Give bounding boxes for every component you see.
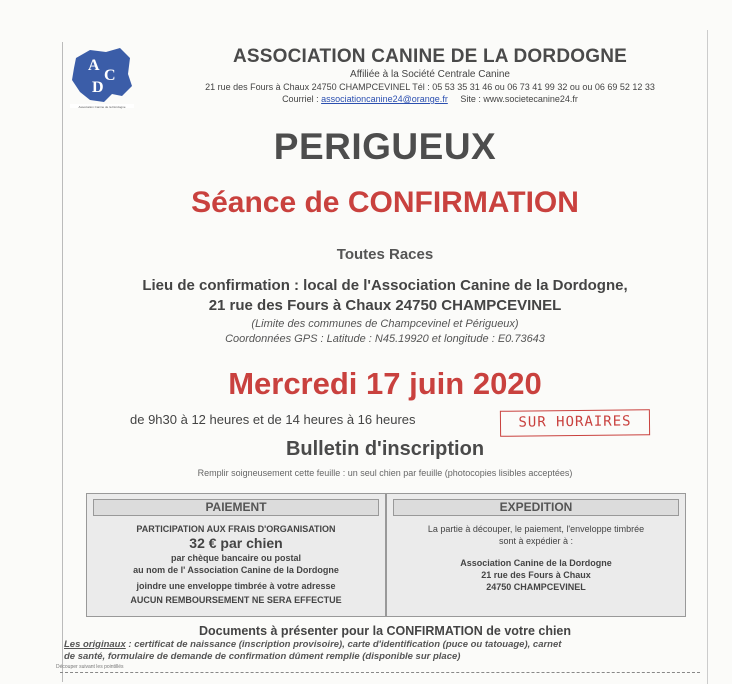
event-hours: de 9h30 à 12 heures et de 14 heures à 16 heures bbox=[130, 412, 416, 427]
expedition-title: EXPEDITION bbox=[393, 499, 679, 516]
affiliation-text: Affiliée à la Société Centrale Canine bbox=[350, 69, 510, 80]
paiement-line-4: au nom de l' Association Canine de la Dordogne bbox=[133, 565, 339, 575]
website-text: Site : www.societecanine24.fr bbox=[460, 94, 578, 104]
originals-label: Les originaux bbox=[64, 639, 126, 650]
dordogne-map-logo-icon bbox=[68, 46, 136, 110]
email-link[interactable]: associationcanine24@orange.fr bbox=[321, 94, 448, 104]
paiement-price: 32 € par chien bbox=[189, 535, 283, 551]
paiement-box bbox=[86, 493, 386, 617]
expedition-line-2: sont à expédier à : bbox=[498, 536, 574, 546]
address-phone-line: 21 rue des Fours à Chaux 24750 CHAMPCEVINEL Tél : 05 53 35 31 46 ou 06 73 41 99 32 ou ou 06 69 52 12 33 bbox=[205, 82, 655, 92]
paiement-line-6: AUCUN REMBOURSEMENT NE SERA EFFECTUE bbox=[130, 595, 342, 605]
paiement-title: PAIEMENT bbox=[93, 499, 379, 516]
races-subtitle: Toutes Races bbox=[336, 246, 434, 263]
originals-text: : certificat de naissance (inscription provisoire), carte d'identification (puce ou tatouage), carnet bbox=[125, 639, 562, 650]
venue-limit-note: (Limite des communes de Champcevinel et Périgueux) bbox=[251, 318, 519, 330]
documents-originals bbox=[64, 639, 704, 663]
expedition-line-1: La partie à découper, le paiement, l'enveloppe timbrée bbox=[427, 524, 645, 534]
gps-coordinates: Coordonnées GPS : Latitude : N45.19920 et longitude : E0.73643 bbox=[225, 333, 545, 345]
svg-text:D: D bbox=[92, 79, 104, 96]
contact-line bbox=[140, 94, 720, 104]
svg-text:C: C bbox=[104, 67, 116, 84]
documents-title: Documents à présenter pour la CONFIRMATION de votre chien bbox=[198, 624, 572, 638]
cut-line bbox=[60, 672, 700, 673]
association-logo bbox=[68, 46, 136, 110]
paiement-line-1: PARTICIPATION AUX FRAIS D'ORGANISATION bbox=[136, 524, 336, 534]
expedition-line-3: Association Canine de la Dordogne bbox=[460, 558, 612, 568]
paiement-line-3: par chèque bancaire ou postal bbox=[170, 553, 302, 563]
venue-line-1: Lieu de confirmation : local de l'Association Canine de la Dordogne, bbox=[142, 277, 628, 294]
event-date: Mercredi 17 juin 2020 bbox=[228, 366, 542, 401]
sur-horaires-stamp: SUR HORAIRES bbox=[500, 409, 650, 437]
city-title: PERIGUEUX bbox=[273, 126, 497, 167]
svg-text:Association Canine de la Dordo: Association Canine de la Dordogne bbox=[78, 105, 126, 109]
seance-title: Séance de CONFIRMATION bbox=[191, 186, 579, 219]
svg-text:A: A bbox=[88, 57, 100, 74]
expedition-line-4: 21 rue des Fours à Chaux bbox=[481, 570, 591, 580]
paiement-line-5: joindre une enveloppe timbrée à votre adresse bbox=[136, 581, 336, 591]
expedition-box bbox=[386, 493, 686, 617]
bulletin-instruction: Remplir soigneusement cette feuille : un seul chien par feuille (photocopies lisibles acceptées) bbox=[197, 468, 573, 478]
expedition-line-5: 24750 CHAMPCEVINEL bbox=[486, 582, 586, 592]
venue-line-2: 21 rue des Fours à Chaux 24750 CHAMPCEVINEL bbox=[208, 297, 562, 314]
association-name: ASSOCIATION CANINE DE LA DORDOGNE bbox=[232, 46, 627, 67]
originals-text-2: de santé, formulaire de demande de confirmation dûment remplie (disponible sur place) bbox=[64, 651, 461, 662]
bulletin-title: Bulletin d'inscription bbox=[285, 438, 485, 460]
courriel-label: Courriel : bbox=[282, 94, 319, 104]
cut-note: Découper suivant les pointillés bbox=[56, 664, 124, 670]
